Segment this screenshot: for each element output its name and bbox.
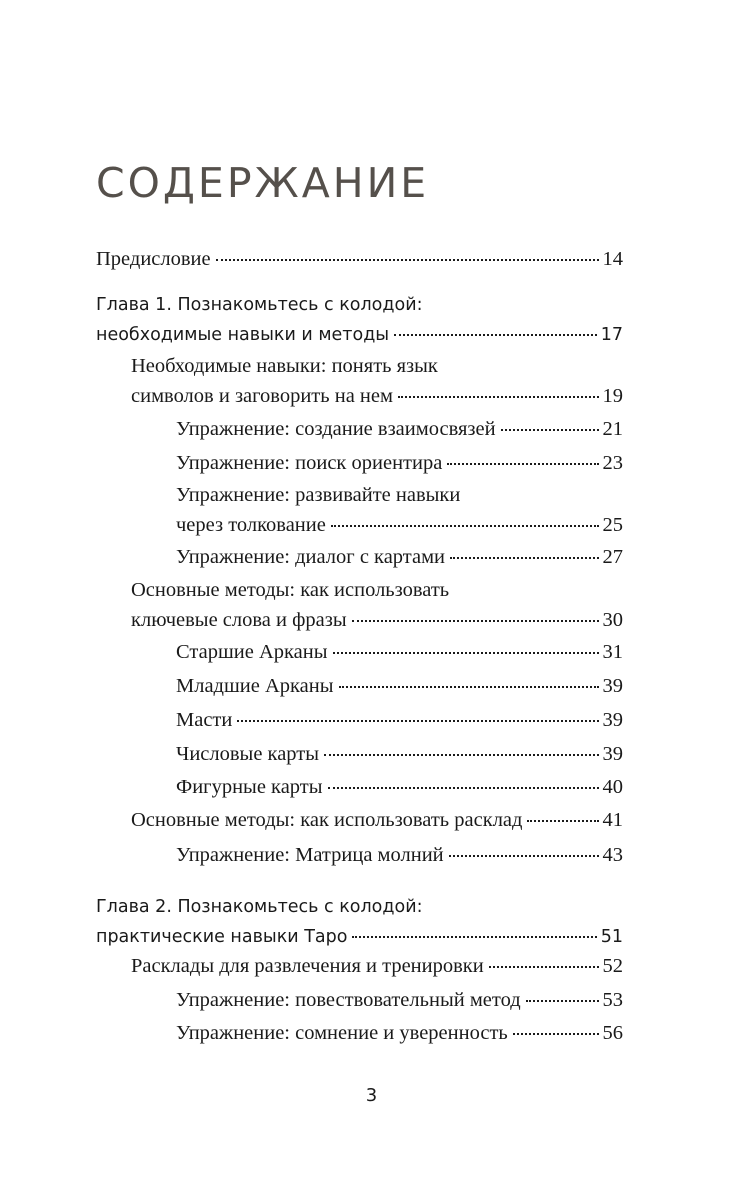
dot-leader	[339, 686, 599, 688]
toc-entry-text: Упражнение: повествовательный метод	[176, 989, 521, 1011]
page-title: СОДЕРЖАНИЕ	[96, 159, 430, 207]
dot-leader	[449, 855, 599, 857]
toc-entry-subsection	[176, 637, 623, 667]
toc-entry-exercise	[176, 542, 623, 572]
toc-entry-text: Фигурные карты	[176, 776, 323, 798]
dot-leader	[324, 754, 598, 756]
toc-page-number: 52	[602, 955, 623, 977]
toc-entry-section	[131, 575, 623, 635]
toc-entry-exercise	[176, 985, 623, 1015]
toc-page-number: 43	[602, 844, 623, 866]
toc-entry-text: практические навыки Таро	[96, 927, 348, 947]
toc-page-number: 41	[602, 809, 623, 831]
toc-entry-text: Числовые карты	[176, 743, 320, 765]
toc-entry-text: Расклады для развлечения и тренировки	[131, 955, 484, 977]
toc-entry-chapter-2	[96, 892, 623, 952]
toc-entry-text: Упражнение: Матрица молний	[176, 844, 444, 866]
dot-leader	[352, 620, 599, 622]
toc-entry-text: через толкование	[176, 514, 326, 536]
toc-page-number: 31	[602, 641, 623, 663]
toc-page-number: 21	[602, 418, 623, 440]
toc-entry-exercise	[176, 840, 623, 870]
toc-page-number: 39	[602, 709, 623, 731]
dot-leader	[331, 525, 599, 527]
toc-entry-text: символов и заговорить на нем	[131, 385, 393, 407]
dot-leader	[489, 966, 599, 968]
toc-entry-text: Упражнение: сомнение и уверенность	[176, 1022, 508, 1044]
toc-entry-exercise	[176, 1018, 623, 1048]
toc-entry-subsection	[176, 772, 623, 802]
toc-page-number: 25	[602, 514, 623, 536]
toc-page-number: 17	[600, 325, 623, 345]
toc-page-number: 40	[602, 776, 623, 798]
toc-entry-subsection	[176, 739, 623, 769]
toc-entry-text: Глава 2. Познакомьтесь с колодой:	[96, 897, 423, 917]
toc-entry-text: Старшие Арканы	[176, 641, 328, 663]
toc-page-number: 14	[602, 248, 623, 270]
dot-leader	[394, 334, 597, 336]
dot-leader	[527, 820, 598, 822]
toc-entry-section	[131, 805, 623, 835]
toc-entry-text: Предисловие	[96, 248, 211, 270]
toc-page-number: 19	[602, 385, 623, 407]
dot-leader	[328, 787, 599, 789]
toc-entry-text: Упражнение: развивайте навыки	[176, 484, 461, 506]
toc-entry-chapter-1	[96, 290, 623, 350]
toc-entry-text: необходимые навыки и методы	[96, 325, 390, 345]
page-number: 3	[365, 1085, 378, 1106]
toc-entry-text: Основные методы: как использовать расклад	[131, 809, 523, 831]
toc-page-number: 53	[602, 989, 623, 1011]
dot-leader	[513, 1033, 599, 1035]
dot-leader	[501, 429, 599, 431]
toc-entry-exercise	[176, 480, 623, 540]
toc-entry-preface	[96, 244, 623, 274]
toc-entry-text: Глава 1. Познакомьтесь с колодой:	[96, 295, 423, 315]
dot-leader	[450, 557, 598, 559]
toc-entry-exercise	[176, 448, 623, 478]
dot-leader	[216, 259, 599, 261]
toc-entry-text: Масти	[176, 709, 233, 731]
dot-leader	[352, 936, 596, 938]
toc-entry-text: ключевые слова и фразы	[131, 609, 347, 631]
toc-page-number: 30	[602, 609, 623, 631]
toc-entry-text: Упражнение: создание взаимосвязей	[176, 418, 496, 440]
toc-page-number: 39	[602, 743, 623, 765]
toc-page-number: 56	[602, 1022, 623, 1044]
toc-entry-subsection	[176, 705, 623, 735]
dot-leader	[333, 652, 599, 654]
toc-page-number: 51	[600, 927, 623, 947]
toc-entry-text: Упражнение: поиск ориентира	[176, 452, 443, 474]
dot-leader	[398, 396, 599, 398]
toc-entry-text: Необходимые навыки: понять язык	[131, 355, 438, 377]
toc-entry-subsection	[176, 671, 623, 701]
toc-entry-text: Младшие Арканы	[176, 675, 334, 697]
toc-entry-exercise	[176, 414, 623, 444]
toc-page-number: 23	[602, 452, 623, 474]
toc-page-number: 39	[602, 675, 623, 697]
toc-entry-text: Основные методы: как использовать	[131, 579, 450, 601]
toc-entry-section	[131, 351, 623, 411]
toc-page-number: 27	[602, 546, 623, 568]
toc-entry-section	[131, 951, 623, 981]
dot-leader	[526, 1000, 599, 1002]
dot-leader	[237, 720, 598, 722]
toc-entry-text: Упражнение: диалог с картами	[176, 546, 446, 568]
dot-leader	[447, 463, 598, 465]
